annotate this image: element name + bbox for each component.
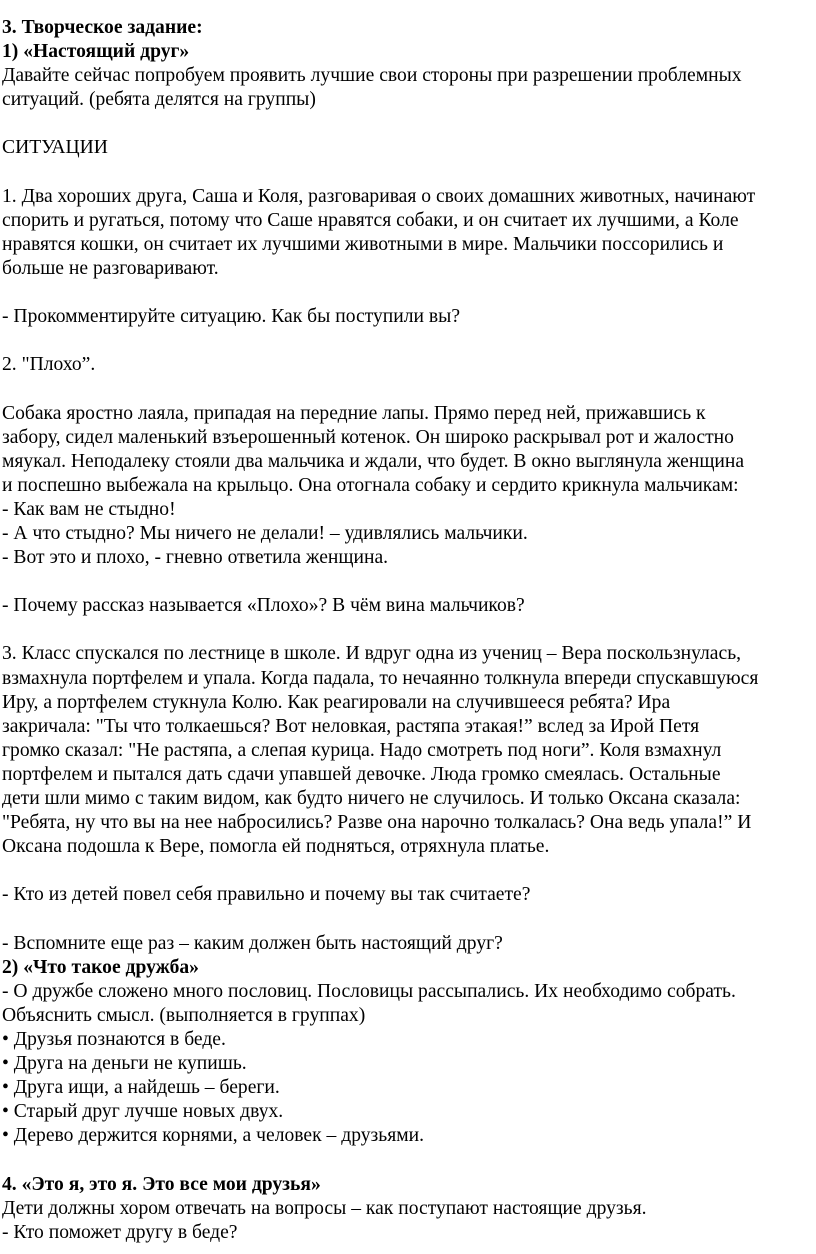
situation-3-line-1: 3. Класс спускался по лестнице в школе. И вдруг одна из учениц – Вера поскользнулась, xyxy=(2,643,742,665)
task-2-title: 2) «Что такое дружба» xyxy=(2,956,199,978)
task-2-line-2: Объяснить смысл. (выполняется в группах) xyxy=(2,1004,366,1026)
situation-1-line-4: больше не разговаривают. xyxy=(2,257,219,279)
situation-3-line-2: взмахнула портфелем и упала. Когда падала, то нечаянно толкнула впереди спускавшуюся xyxy=(2,667,759,689)
situation-3-line-6: портфелем и пытался дать сдачи упавшей девочке. Люда громко смеялась. Остальные xyxy=(2,763,721,785)
task-2-line-1: - О дружбе сложено много пословиц. Пословицы рассыпались. Их необходимо собрать. xyxy=(2,980,736,1002)
blank-line xyxy=(2,281,814,305)
proverb-item: • Друга ищи, а найдешь – береги. xyxy=(2,1077,280,1099)
document-page xyxy=(2,16,814,1245)
section-4-title: 4. «Это я, это я. Это все мои друзья» xyxy=(2,1173,321,1195)
situation-3-line-3: Иру, а портфелем стукнула Колю. Как реагировали на случившееся ребята? Ира xyxy=(2,691,671,713)
situation-2-line-7: - Вот это и плохо, - гневно ответила женщина. xyxy=(2,547,389,569)
task-1-title: 1) «Настоящий друг» xyxy=(2,41,190,63)
question-4: - Вспомните еще раз – каким должен быть настоящий друг? xyxy=(2,932,503,954)
situation-1-line-3: нравятся кошки, он считает их лучшими животными в мире. Мальчики поссорились и xyxy=(2,233,724,255)
blank-line xyxy=(2,618,814,642)
situation-2-line-3: мяукал. Неподалеку стояли два мальчика и ждали, что будет. В окно выглянула женщина xyxy=(2,450,745,472)
situations-heading: СИТУАЦИИ xyxy=(2,137,108,159)
blank-line xyxy=(2,907,814,931)
situation-3-line-4: закричала: "Ты что толкаешься? Вот неловкая, растяпа этакая!” вслед за Ирой Петя xyxy=(2,715,700,737)
situation-2-line-1: Собака яростно лаяла, припадая на передние лапы. Прямо перед ней, прижавшись к xyxy=(2,402,706,424)
situation-2-line-6: - А что стыдно? Мы ничего не делали! – удивлялись мальчики. xyxy=(2,522,528,544)
question-1: - Прокомментируйте ситуацию. Как бы поступили вы? xyxy=(2,306,461,328)
proverb-item: • Друга на деньги не купишь. xyxy=(2,1053,247,1075)
blank-line xyxy=(2,329,814,353)
situation-3-line-5: громко сказал: "Не растяпа, а слепая курица. Надо смотреть под ноги”. Коля взмахнул xyxy=(2,739,722,761)
blank-line xyxy=(2,1148,814,1172)
proverb-item: • Старый друг лучше новых двух. xyxy=(2,1101,284,1123)
situation-2-line-2: забору, сидел маленький взъерошенный котенок. Он широко раскрывал рот и жалостно xyxy=(2,426,734,448)
situation-1-line-1: 1. Два хороших друга, Саша и Коля, разговаривая о своих домашних животных, начинают xyxy=(2,185,756,207)
question-2: - Почему рассказ называется «Плохо»? В чём вина мальчиков? xyxy=(2,595,525,617)
intro-line-2: ситуаций. (ребята делятся на группы) xyxy=(2,89,316,111)
intro-line-1: Давайте сейчас попробуем проявить лучшие свои стороны при разрешении проблемных xyxy=(2,65,742,87)
proverb-item: • Дерево держится корнями, а человек – друзьями. xyxy=(2,1125,425,1147)
blank-line xyxy=(2,161,814,185)
situation-3-line-8: "Ребята, ну что вы на нее набросились? Разве она нарочно толкалась? Она ведь упала!” И xyxy=(2,812,752,834)
situation-2-line-4: и поспешно выбежала на крыльцо. Она отогнала собаку и сердито крикнула мальчикам: xyxy=(2,474,739,496)
blank-line xyxy=(2,377,814,401)
section-3-title: 3. Творческое задание: xyxy=(2,17,203,38)
section-4-line-1: Дети должны хором отвечать на вопросы – как поступают настоящие друзья. xyxy=(2,1197,647,1219)
question-3: - Кто из детей повел себя правильно и почему вы так считаете? xyxy=(2,884,531,906)
blank-line xyxy=(2,570,814,594)
blank-line xyxy=(2,112,814,136)
situation-2-line-5: - Как вам не стыдно! xyxy=(2,498,176,520)
situation-1-line-2: спорить и ругаться, потому что Саше нравятся собаки, и он считает их лучшими, а Коле xyxy=(2,209,739,231)
blank-line xyxy=(2,859,814,883)
situation-2-title: 2. "Плохо”. xyxy=(2,354,96,376)
proverb-item: • Друзья познаются в беде. xyxy=(2,1028,226,1050)
situation-3-line-7: дети шли мимо с таким видом, как будто ничего не случилось. И только Оксана сказала: xyxy=(2,788,741,809)
situation-3-line-9: Оксана подошла к Вере, помогла ей подняться, отряхнула платье. xyxy=(2,836,550,858)
section-4-line-2: - Кто поможет другу в беде? xyxy=(2,1221,238,1243)
